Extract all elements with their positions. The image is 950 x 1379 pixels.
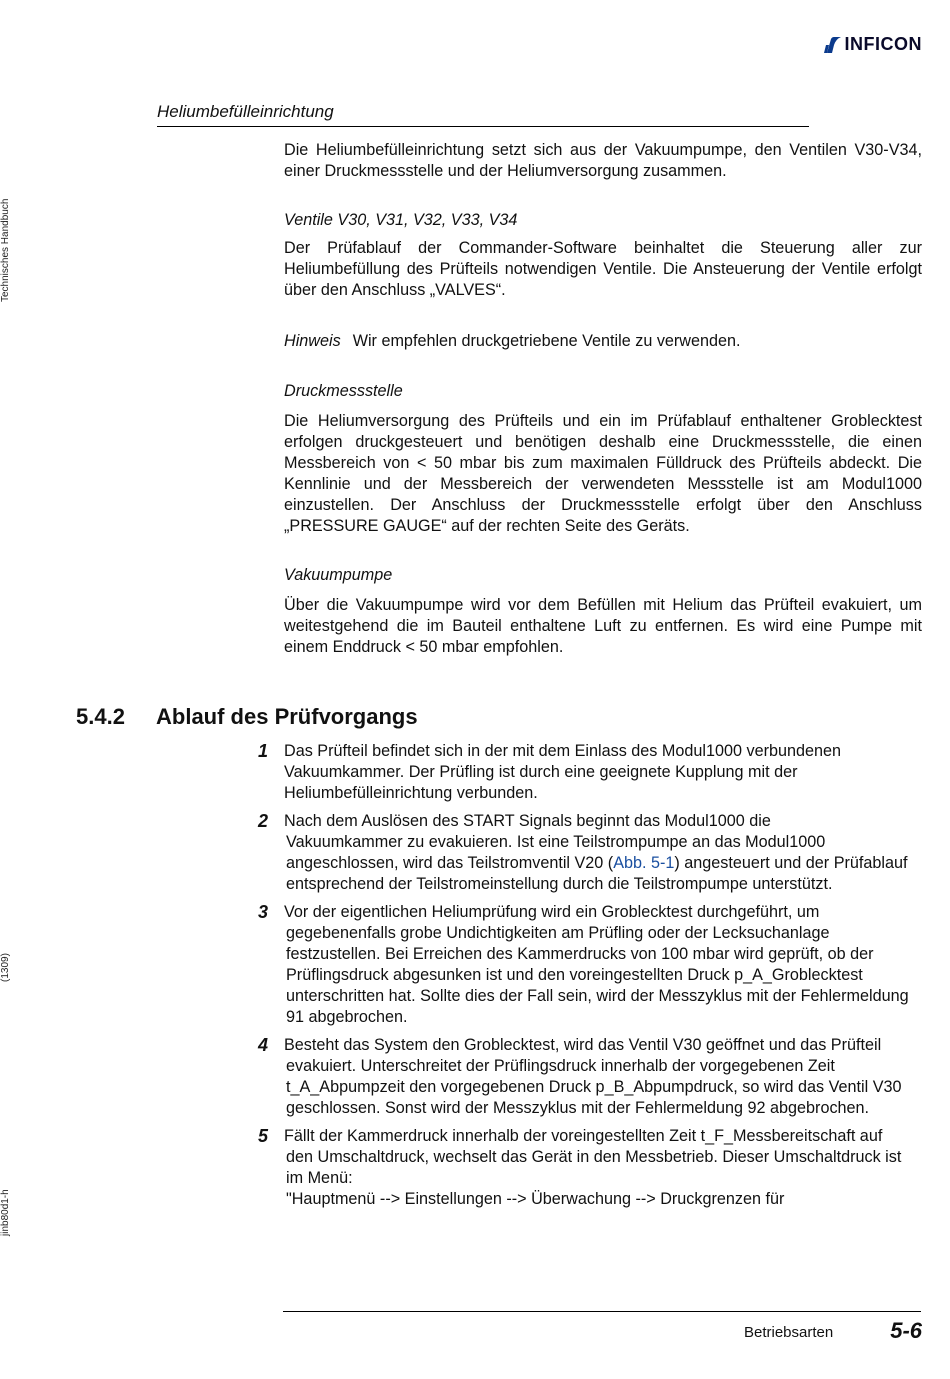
inficon-logo [823,34,923,55]
step-number: 1 [258,741,269,761]
steps-list [258,741,922,1217]
pump-paragraph: Über die Vakuumpumpe wird vor dem Befüllen mit Helium das Prüfteil evakuiert, um weitestgehend die im Bauteil enthaltene Luft zu entfernen. Es wird eine Pumpe mit einem Enddruck < 50 mbar empfohlen. [284,596,922,656]
gauge-paragraph: Die Heliumversorgung des Prüfteils und ein im Prüfablauf enthaltener Groblecktest erfolgen druckgesteuert und benötigen deshalb eine Druckmessstelle, die einen Messbereich von < 50 mbar bis zum maximalen Fülldruck des Prüfteils abdeckt. Die Kennlinie und der Messbereich der verwendeten Messstelle ist am Modul1000 einzustellen. Der Anschluss der Druckmessstelle erfolgt über den Anschluss „PRESSURE GAUGE“ auf der rechten Seite des Geräts. [284,412,922,535]
valves-paragraph: Der Prüfablauf der Commander-Software beinhaltet die Steuerung aller zur Heliumbefüllung des Prüfteils notwendigen Ventile. Die Ansteuerung der Ventile erfolgt über den Anschluss „VALVES“. [284,239,922,299]
hint-text: Wir empfehlen druckgetriebene Ventile zu verwenden. [352,332,741,350]
step-menu-path: "Hauptmenü --> Einstellungen --> Überwachung --> Druckgrenzen für [286,1190,785,1208]
step-text-first: Vor der eigentlichen Heliumprüfung wird ein Groblecktest durchgeführt, um [284,903,820,921]
intro-paragraph: Die Heliumbefülleinrichtung setzt sich aus der Vakuumpumpe, den Ventilen V30-V34, einer Druckmessstelle und der Heliumversorgung zusammen. [284,141,922,180]
margin-label-code: (1309) [0,953,11,982]
margin-label-manual: Technisches Handbuch [0,198,11,302]
step-text-rest: Vakuumkammer. Der Prüfling ist durch eine geeignete Kupplung mit der Heliumbefülleinrichtung verbunden. [284,763,798,802]
valves-block [284,210,922,301]
list-item [258,1035,922,1119]
list-item [258,811,922,895]
footer-chapter-label: Betriebsarten [744,1324,834,1341]
list-item [258,1126,922,1210]
page-number: 5-6 [890,1318,922,1343]
gauge-subheading: Druckmessstelle [284,382,403,400]
step-number: 5 [258,1126,269,1146]
logo-text: INFICON [844,34,922,54]
footer-divider [283,1311,921,1312]
step-text-first: Besteht das System den Groblecktest, wird das Ventil V30 geöffnet und das Prüfteil [284,1036,882,1054]
list-item [258,902,922,1028]
step-number: 3 [258,902,269,922]
margin-label-docid: jinb80d1-h [0,1189,11,1236]
step-text-rest: Vakuumkammer zu evakuieren. Ist eine Teilstrompumpe an das Modul1000 angeschlossen, wird das Teilstromventil V20 ( [286,833,826,872]
chapter-title: Ablauf des Prüfvorgangs [156,704,418,729]
valves-subheading: Ventile V30, V31, V32, V33, V34 [284,211,518,229]
step-text-rest: evakuiert. Unterschreitet der Prüflingsdruck innerhalb der vorgegebenen Zeit t_A_Abpumpzeit den vorgegebenen Druck p_B_Abpumpdruck, so wird das Ventil V30 geschlossen. Sonst wird der Messzyklus mit der Fehlermeldung 92 abgebrochen. [286,1057,902,1117]
list-item [258,741,922,804]
chapter-heading [76,704,418,730]
step-number: 4 [258,1035,269,1055]
hint-label: Hinweis [284,332,341,350]
gauge-block [284,381,922,537]
pump-block [284,565,922,658]
step-text-first: Nach dem Auslösen des START Signals beginnt das Modul1000 die [284,812,771,830]
step-number: 2 [258,811,269,831]
step-text-rest: den Umschaltdruck, wechselt das Gerät in den Messbetrieb. Dieser Umschaltdruck ist im Menü: [286,1148,902,1187]
step-text-rest: gegebenenfalls grobe Undichtigkeiten am Prüfling oder der Lecksuchanlage festzustellen. Bei Erreichen des Kammerdrucks von 100 mbar wird geprüft, ob der Prüflingsdruck abgesunken ist und den voreingestellten Druck p_A_Groblecktest unterschritten hat. Sollte dies der Fall sein, wird der Messzyklus mit der Fehlermeldung 91 abgebrochen. [286,924,909,1026]
step-text-first: Das Prüfteil befindet sich in der mit dem Einlass des Modul1000 verbundenen [284,742,841,760]
figure-link[interactable]: Abb. 5-1 [613,854,675,872]
inficon-logo-mark-icon [823,36,843,54]
step-text-first: Fällt der Kammerdruck innerhalb der voreingestellten Zeit t_F_Messbereitschaft auf [284,1127,883,1145]
section-heading: Heliumbefülleinrichtung [157,102,809,127]
chapter-number: 5.4.2 [76,704,125,729]
step-text-rest-b: ) angesteuert und der Prüfablauf entsprechend der Teilstromeinstellung durch die Teilstrompumpe unterstützt. [286,854,908,893]
intro-block [284,140,922,182]
hint-block [284,331,922,352]
pump-subheading: Vakuumpumpe [284,566,393,584]
